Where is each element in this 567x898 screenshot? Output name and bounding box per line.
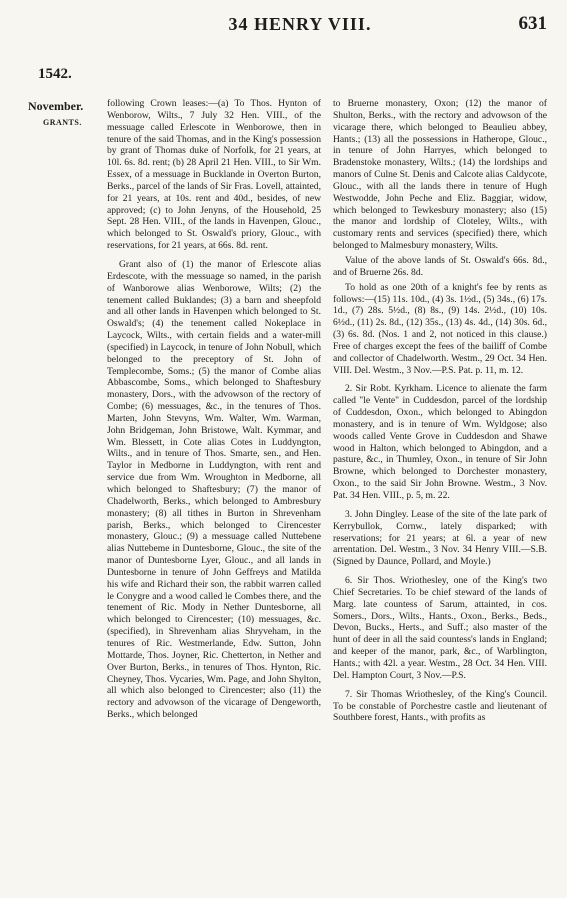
paragraph: Grant also of (1) the manor of Erlescote alias Erdescote, with the messuage so named, in the parish of Wanborowe alias Wenborowe, Wilts; (2) the tenement called Buklandes; (3) a barn and sheepfold and all other lands in Havenpen which belonged to St. Oswald's; (4) the tenement called Nokeplace in Laycock, Wilts., with certain fields and a water-mill (specified) in Laycock, in tenure of John Nobull, which belonged to the preceptory of St. John of Templecombe, Soms.; (5) the manor of Combe alias Abbascombe, Soms., which belonged to Shaftesbury monastery, Dors., with the advowson of the rectory of Combe; (6) messuages, &c., in the tenures of Thos. Marten, John Stevyns, Wm. Walter, Wm. Warman, John Bridgeman, John Bristowe, Walt. Kymmar, and Wm. Blessett, in Cote alias Cotes in Luddyngton, Wilts., and in tenure of Thos. Smarte, sen., and Hen. Taylor in Medborne in Luddyngton, with rent and service due from Wm. Wroughton in Medborne, all which belonged to Shaftesbury; (7) the manor of Chadelworth, Berks., which belonged to Ambresbury monastery; (8) all tithes in Burton in Shrevenham parish, Berks., which belonged to Cirencester monastery, Glouc.; (9) a messuage called Nuttebene alias Nuttebeme in Duntesborne, Glouc., the site of the manor of Duntesborne Lyer, Glouc., and all lands in Duntesborne in tenure of John Geffreys and Matilda his wife and Richard their son, the rabbit warren called le Conygre and a wood called le Combes there, and the tenement of Ric. Mody in Nether Duntesborne, all which belonged to Cirencester; (10) messuages, &c. (specified), in Shrevenham alias Shryveham, in the tenures of Ric. Westmerlande, Edw. Sutton, John Mottarde, Thos. Joyner, Ric. Chetterton, in Nether and Over Burton, Berks., in tenures of Thos. Hynton, Ric. Cheyney, Thos. Vycaries, Wm. Page, and John Shylton, all which also belonged to Cirencester; also (11) the rectory and advowson of the vicarage of Dengeworth, Berks., which belonged: [107, 258, 321, 721]
page-header: [0, 12, 567, 42]
entry-2: 2. Sir Robt. Kyrkham. Licence to alienate the farm called "le Vente" in Cuddesdon, parcel of the lordship of Cuddesdon, Oxon., which belonged to Abingdon monastery, and is in tenure of Wm. Wyldgose; also woods called Vente Grove in Cuddesdon and Shawe wood in Halton, which belonged to Abingdon, and a pasture, &c., in Thumley, Oxon., in tenure of Sir John Browne, which belonged to Dorchester monastery, Oxon., to the said Sir John Browne. Westm., 3 Nov. Pat. 34 Hen. VIII., p. 5, m. 22.: [333, 383, 547, 501]
left-column: [107, 98, 321, 721]
paragraph: to Bruerne monastery, Oxon; (12) the manor of Shulton, Berks., with the rectory and advowson of the vicarage there, which belonged to Beaulieu abbey, Hants.; (13) all the possessions in Hatherope, Glouc., in tenure of John Harryes, which belonged to Bradenstoke monastery, Wilts.; (14) the lordships and manors of Culne St. Denis and Calcote alias Caldycote, Glouc., with all the lands there in tenure of Hugh Westwodde, John Peche and Eliz. Baggiar, widow, which belonged to Tewkesbury monastery; also (15) the manor and lordship of Cloteley, Wilts., with customary rents and services (specified) there, which belonged to Malmesbury monastery, Wilts.: [333, 98, 547, 252]
entry-6: 6. Sir Thos. Wriothesley, one of the King's two Chief Secretaries. To be chief steward of the lands of Marg. late countess of Sarum, attainted, in cos. Somers., Dors., Wilts., Hants., Oxon., Berks., Beds., Devon, Bucks., Herts., and Suff.; also master of the hunt of deer in all the said countess's lands in England; and keeper of the manor, park, &c., of Warblington, Hants.; with 42l. a year. Westm., 28 Oct. 34 Hen. VIII. Del. Hampton Court, 3 Nov.—P.S.: [333, 575, 547, 681]
paragraph: Value of the above lands of St. Oswald's 66s. 8d., and of Bruerne 26s. 8d.: [333, 254, 547, 278]
paragraph: following Crown leases:—(a) To Thos. Hynton of Wenborow, Wilts., 7 July 32 Hen. VIII., of the messuage called Erlescote in Wenborowe, then in tenure of the said Thomas, and in the King's possession by grant of Thomas duke of Norfolk, for 21 years, at 10l. 6s. 8d. rent; (b) 28 April 21 Hen. VIII., to Sir Wm. Essex, of a messuage in Bucklande in Overton Burton, Berks., parcel of the lands of Sir Fras. Lovell, attainted, for 21 years, at 10s. rent and 40d., besides, of new approved; (c) to John Jenyns, of the Household, 25 Sept. 28 Hen. VIII., of the lands in Havenpen, Glouc., which belonged to St. Oswald's priory, Glouc., with reservations, for 21 years, at 66s. 8d. rent.: [107, 98, 321, 252]
entry-7: 7. Sir Thomas Wriothesley, of the King's Council. To be constable of Porchestre castle and lieutenant of Southbere forest, Hants., with profits as: [333, 688, 547, 724]
page-number: 631: [518, 13, 547, 34]
margin-year: 1542.: [38, 66, 72, 82]
running-head: 34 HENRY VIII.: [228, 14, 372, 34]
margin-month: November.: [28, 99, 84, 113]
entry-3: 3. John Dingley. Lease of the site of the late park of Kerrybullok, Cornw., lately disparked; with reservations; for 21 years; at 6l. a year of new arrentation. Del. Westm., 3 Nov. 34 Henry VIII.—S.B. (Signed by Daunce, Pollard, and Moyle.): [333, 508, 547, 568]
margin-heading: GRANTS.: [43, 118, 82, 127]
paragraph: To hold as one 20th of a knight's fee by rents as follows:—(15) 11s. 10d., (4) 3s. 1½d., (5) 34s., (6) 17s. 1d., (7) 28s. 5½d., (8) 8s., (9) 14s. 2½d., (10) 10s. 6½d., (11) 2s. 8d., (12) 35s., (13) 4s. 4d., (14) 30s. 6d., (3) 6s. 8d. (Nos. 1 and 2, not noticed in this clause.) Free of charges except the fees of the bailiff of Combe and collector of Chadelworth. Westm., 29 Oct. 34 Hen. VIII. Del. Westm., 3 Nov.—P.S. Pat. p. 11, m. 12.: [333, 281, 547, 376]
right-column: [333, 98, 547, 724]
